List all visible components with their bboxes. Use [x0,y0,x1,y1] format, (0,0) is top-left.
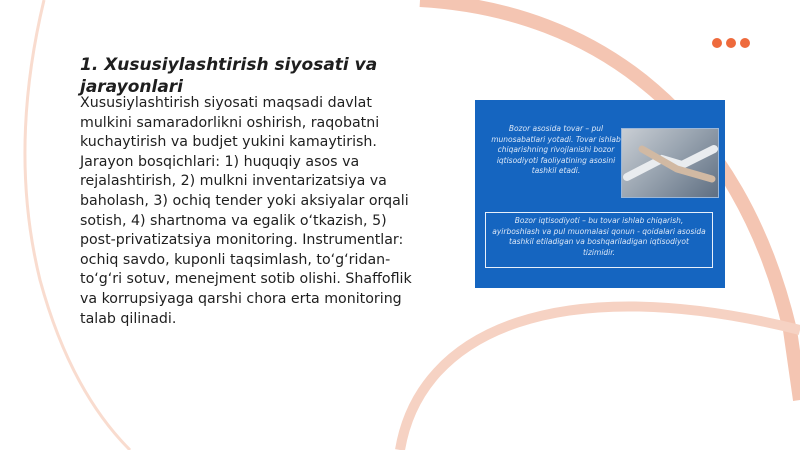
handshake-photo [621,128,719,198]
definition-box [485,212,713,268]
lower-arc [400,306,800,450]
info-panel [475,100,725,288]
slide-title: 1. Xususiylashtirish siyosati va jarayonlari [80,55,378,97]
definition-text: Bozor iqtisodiyoti – bu tovar ishlab chiqarish, ayirboshlash va pul muomalasi qonun - qoidalari asosida tashkil etiladigan va boshqariladigan iqtisodiyot tizimidir. [492,216,706,257]
slide-body-text: Xususiylashtirish siyosati maqsadi davlat mulkini samaradorlikni oshirish, raqobatni kuchaytirish va budjet yukini kamaytirish. Jarayon bosqichlari: 1) huquqiy asos va rejalashtirish, 2) mulkni inventarizatsiya va baholash, 3) ochiq tender yoki aksiyalar orqali sotish, 4) shartnoma va egalik o‘tkazish, 5) post-privatizatsiya monitoring. Instrumentlar: ochiq savdo, kuponli taqsimlash, to‘g‘ridan-to‘g‘ri sotuv, menejment sotib olishi. Shaffoflik va korrupsiyaga qarshi chora erta monitoring talab qilinadi. [80,95,412,327]
ellipsis-dots-icon [712,38,750,48]
panel-top-text: Bozor asosida tovar – pul munosabatlari yotadi. Tovar ishlab chiqarishning rivojlanishi bozor iqtisodiyoti faoliyatining asosini tashkil etadi. [491,124,621,175]
